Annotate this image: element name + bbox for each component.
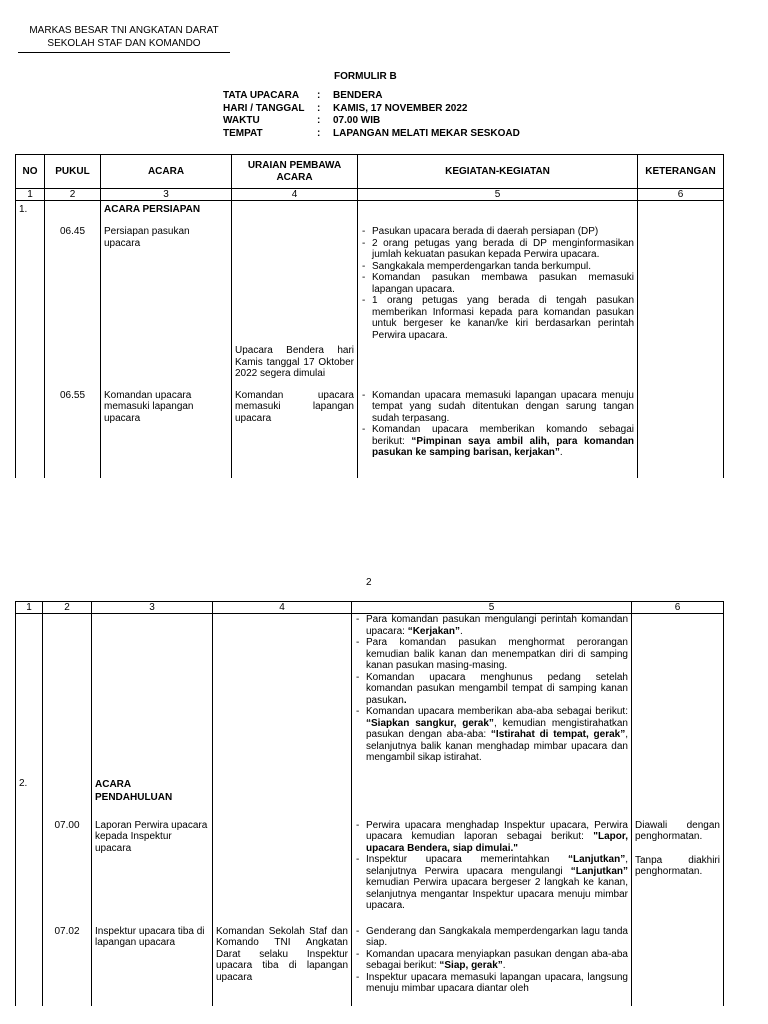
note-text: Diawali dengan penghormatan. [635, 819, 720, 842]
activities-cell [352, 614, 632, 776]
empty-cell [213, 820, 352, 926]
col-number: 6 [632, 602, 724, 614]
activity-text: . [502, 960, 506, 971]
info-key: TATA UPACARA [223, 90, 300, 101]
empty-cell [232, 222, 358, 345]
empty-cell [16, 926, 43, 1006]
command-text: “Lanjutkan” [567, 854, 626, 865]
empty-cell [358, 201, 638, 223]
note-text: Tanpa diakhiri penghormatan. [635, 854, 720, 877]
announcer-text-cell: Komandan Sekolah Staf dan Komando TNI Angkatan Darat selaku Inspektur upacara tiba di lapangan upacara [213, 926, 352, 1006]
col-number: 1 [16, 602, 43, 614]
col-header-uraian: URAIAN PEMBAWA ACARA [232, 155, 358, 189]
activities-cell [358, 222, 638, 345]
col-number: 1 [16, 189, 45, 201]
activity-item: - Para komandan pasukan menghormat perorangan kemudian balik kanan dan menempatkan diri di samping kanan pasukan masing-masing. [355, 637, 628, 672]
section-cell [92, 776, 213, 820]
col-number: 5 [352, 602, 632, 614]
activity-text: Perwira upacara menghadap Inspektur upacara, Perwira upacara kemudian laporan sebagai berikut: [366, 819, 628, 842]
activity-item: - 2 orang petugas yang berada di DP menginformasikan jumlah kekuatan pasukan kepada Perwira upacara. [361, 238, 634, 261]
col-number: 2 [45, 189, 101, 201]
table-row [16, 614, 724, 776]
empty-cell [43, 776, 92, 820]
info-key: TEMPAT [223, 127, 263, 139]
col-number: 4 [232, 189, 358, 201]
activities-cell [352, 820, 632, 926]
section-title: ACARA PERSIAPAN [104, 204, 201, 215]
activity-item: - Pasukan upacara berada di daerah persiapan (DP) [361, 226, 634, 238]
command-text: “Kerjakan” [407, 625, 460, 637]
empty-cell [352, 776, 632, 820]
info-row-place [223, 128, 520, 141]
activity-text: , selanjutnya balik kanan menghadap mimbar upacara dan mengambil sikap istirahat. [366, 729, 628, 763]
col-number: 6 [638, 189, 724, 201]
empty-cell [638, 201, 724, 223]
activity-text: Komandan upacara menghunus pedang setelah komandan pasukan mengambil tempat di samping kanan pasukan [366, 671, 628, 706]
info-value: 07.00 WIB [333, 115, 381, 126]
command-text: “Siap, gerak” [439, 960, 503, 971]
empty-cell [16, 614, 43, 776]
announcer-text-cell: Komandan upacara memasuki lapangan upacara [232, 390, 358, 478]
empty-cell [16, 345, 45, 390]
empty-cell [43, 614, 92, 776]
activity-item [355, 949, 628, 972]
table-row [16, 926, 724, 1006]
time-cell: 06.55 [45, 390, 101, 478]
ceremony-info [223, 90, 520, 140]
activity-text: Komandan upacara memberikan komando sebagai berikut: [372, 424, 634, 447]
empty-cell [358, 345, 638, 390]
activities-cell [358, 390, 638, 478]
info-key: HARI / TANGGAL [223, 102, 305, 114]
col-header-keterangan: KETERANGAN [638, 155, 724, 189]
activity-item: - Genderang dan Sangkakala memperdengarkan lagu tanda siap. [355, 926, 628, 949]
agenda-cell: Komandan upacara memasuki lapangan upacara [101, 390, 232, 478]
empty-cell [45, 201, 101, 223]
empty-cell [101, 345, 232, 390]
table-row [16, 345, 724, 390]
activity-item [355, 614, 628, 637]
command-text: . [403, 694, 407, 706]
info-value: LAPANGAN MELATI MEKAR SESKOAD [333, 127, 520, 139]
command-text: “Pimpinan saya ambil alih, para komandan pasukan ke samping barisan, kerjakan” [372, 435, 634, 458]
col-header-acara: ACARA [101, 155, 232, 189]
empty-cell [638, 345, 724, 390]
empty-cell [232, 201, 358, 223]
info-colon: : [317, 115, 321, 126]
table-row [16, 390, 724, 478]
table-row [16, 222, 724, 345]
table-row [16, 820, 724, 926]
time-cell: 07.02 [43, 926, 92, 1006]
info-colon: : [317, 127, 321, 139]
empty-cell [638, 390, 724, 478]
activity-item [361, 424, 634, 459]
command-text: “Siapkan sangkur, gerak” [366, 717, 494, 729]
schedule-table-page-2 [15, 601, 724, 1006]
agenda-cell: Persiapan pasukan upacara [101, 222, 232, 345]
col-number: 3 [101, 189, 232, 201]
announcer-text-cell: Upacara Bendera hari Kamis tanggal 17 Oktober 2022 segera dimulai [232, 345, 358, 390]
row-number: 1. [16, 201, 45, 223]
activity-text: , selanjutnya Perwira upacara mengulangi [366, 854, 628, 877]
info-value: KAMIS, 17 NOVEMBER 2022 [333, 102, 468, 114]
empty-cell [16, 820, 43, 926]
notes-cell [632, 820, 724, 926]
activity-text: Komandan upacara menyiapkan pasukan dengan aba-aba sebagai berikut: [366, 948, 628, 971]
info-row-time [223, 115, 520, 128]
activity-text: Para komandan pasukan mengulangi perintah komandan upacara: [366, 614, 628, 637]
form-title: FORMULIR B [334, 71, 397, 82]
column-number-row [16, 189, 724, 201]
info-row-date [223, 103, 520, 116]
empty-cell [16, 390, 45, 478]
activity-item: - Komandan upacara memasuki lapangan upacara menuju tempat yang sudah ditentukan dengan sarung tangan sudah terpasang. [361, 390, 634, 425]
empty-cell [213, 776, 352, 820]
row-number: 2. [16, 776, 43, 820]
time-cell: 06.45 [45, 222, 101, 345]
header-line-1: MARKAS BESAR TNI ANGKATAN DARAT [29, 25, 219, 36]
info-row-type [223, 90, 520, 103]
activity-item: - Inspektur upacara memasuki lapangan upacara, langsung menuju mimbar upacara diantar oleh [355, 972, 628, 995]
empty-cell [16, 222, 45, 345]
activity-item [355, 672, 628, 707]
activity-item [355, 820, 628, 855]
command-text: “Istirahat di tempat, gerak” [490, 729, 626, 740]
info-colon: : [317, 102, 321, 114]
command-text: “Lanjutkan” [570, 865, 628, 877]
section-cell [101, 201, 232, 223]
col-header-kegiatan: KEGIATAN-KEGIATAN [358, 155, 638, 189]
activity-text: kemudian Perwira upacara bergeser 2 langkah ke kanan, selanjutnya mengantar Inspektur upacara menuju mimbar upacara. [366, 877, 628, 911]
agenda-cell: Inspektur upacara tiba di lapangan upacara [92, 926, 213, 1006]
empty-cell [45, 345, 101, 390]
empty-cell [92, 614, 213, 776]
agenda-cell: Laporan Perwira upacara kepada Inspektur upacara [92, 820, 213, 926]
schedule-table-page-1 [15, 154, 724, 478]
empty-cell [632, 926, 724, 1006]
col-header-no: NO [16, 155, 45, 189]
info-colon: : [317, 90, 321, 101]
info-value: BENDERA [333, 90, 383, 101]
col-number: 3 [92, 602, 213, 614]
col-number: 5 [358, 189, 638, 201]
column-number-row [16, 602, 724, 614]
activity-text: Komandan upacara memberikan aba-aba sebagai berikut: [366, 706, 628, 717]
activity-item [355, 706, 628, 764]
empty-cell [638, 222, 724, 345]
info-key: WAKTU [223, 115, 260, 126]
activity-text: . [559, 447, 563, 458]
document-header [18, 24, 230, 53]
empty-cell [632, 776, 724, 820]
empty-cell [632, 614, 724, 776]
section-title: ACARA PENDAHULUAN [95, 778, 173, 803]
activity-item: - Sangkakala memperdengarkan tanda berkumpul. [361, 261, 634, 273]
activity-text: , kemudian mengistirahatkan pasukan dengan aba-aba: [366, 717, 628, 740]
col-number: 4 [213, 602, 352, 614]
activities-cell [352, 926, 632, 1006]
page-number: 2 [366, 577, 372, 588]
activity-item [355, 854, 628, 912]
col-header-pukul: PUKUL [45, 155, 101, 189]
table-header-row [16, 155, 724, 189]
table-row [16, 201, 724, 223]
table-row [16, 776, 724, 820]
empty-cell [213, 614, 352, 776]
header-line-2: SEKOLAH STAF DAN KOMANDO [18, 37, 230, 53]
activity-item: - Komandan pasukan membawa pasukan memasuki lapangan upacara. [361, 272, 634, 295]
time-cell: 07.00 [43, 820, 92, 926]
activity-item: - 1 orang petugas yang berada di tengah pasukan memberikan Informasi kepada para komandan pasukan untuk bergeser ke kanan/ke kiri berdasarkan perintah Perwira upacara. [361, 295, 634, 341]
col-number: 2 [43, 602, 92, 614]
activity-text: . [459, 625, 463, 637]
command-text: "Lapor, upacara Bendera, siap dimulai." [366, 831, 628, 854]
activity-text: Inspektur upacara memerintahkan [366, 854, 568, 865]
